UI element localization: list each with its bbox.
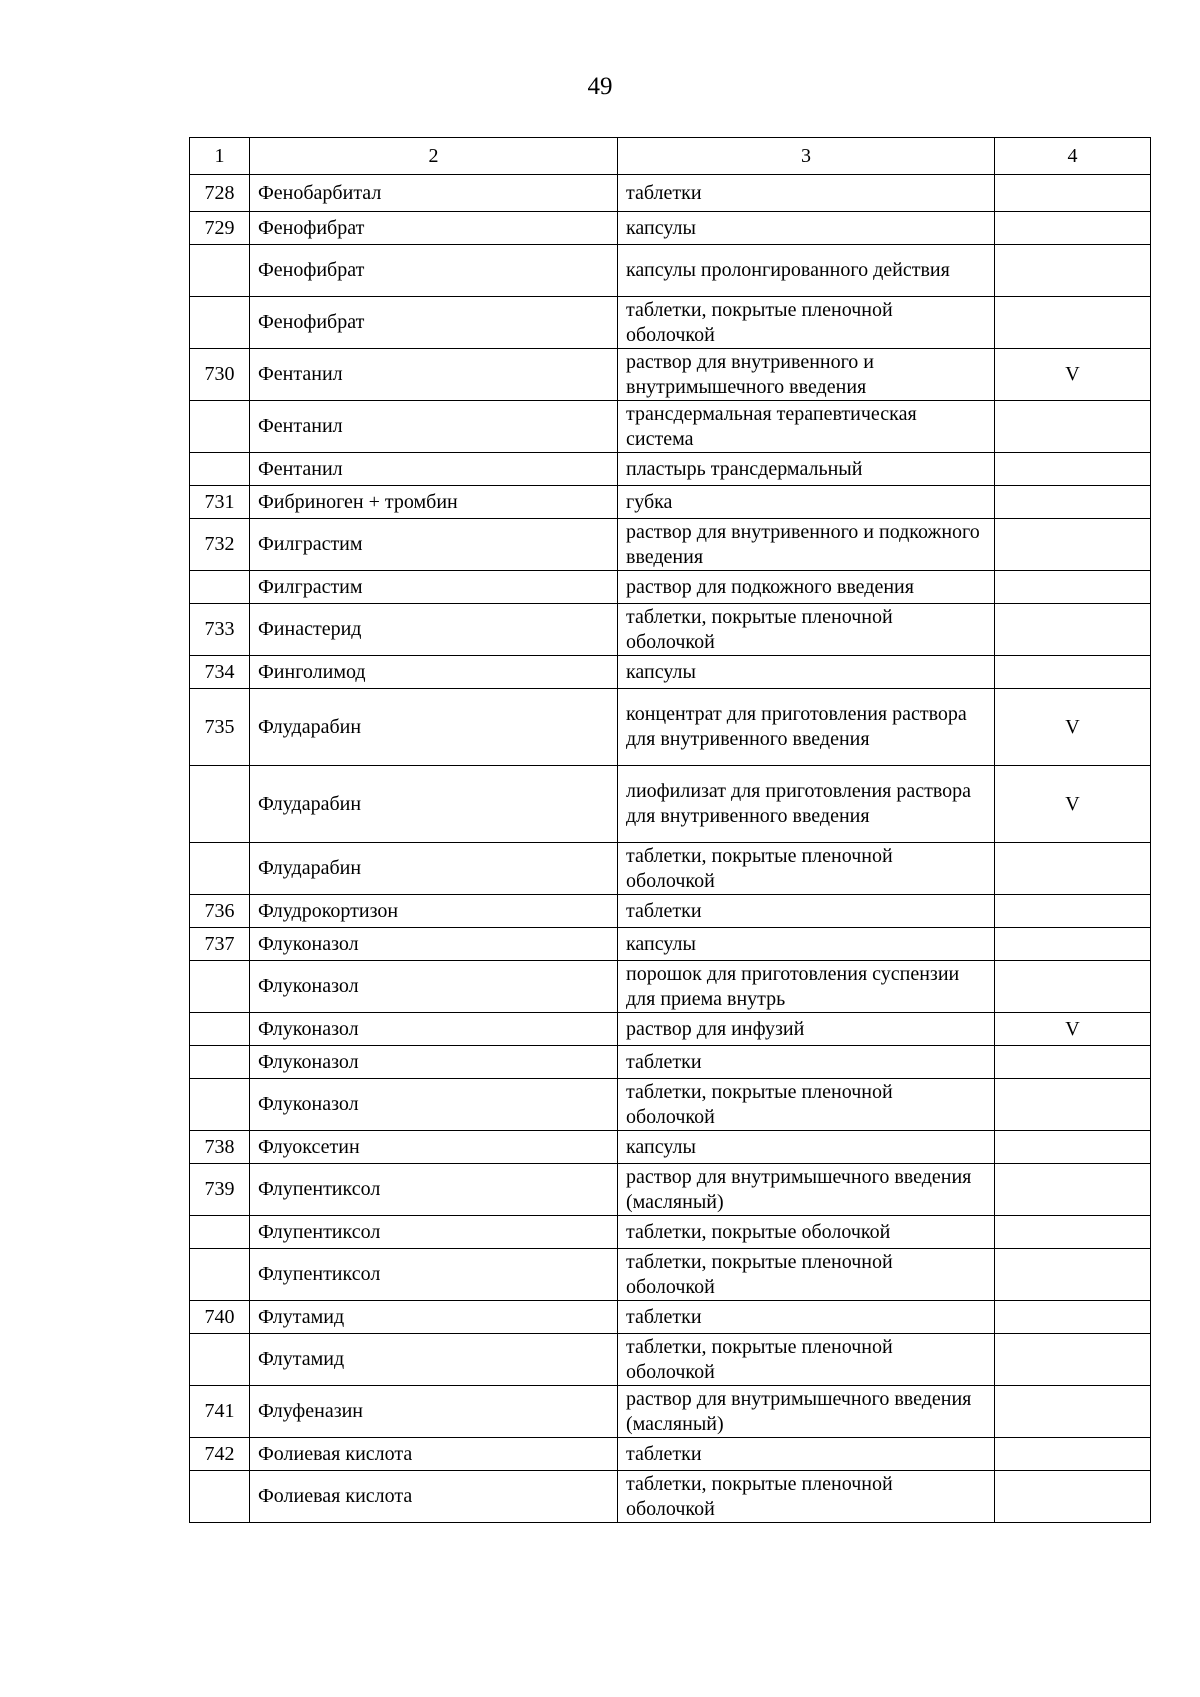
mark-cell [995, 604, 1151, 656]
row-number-cell [190, 245, 250, 297]
drug-name-cell: Фентанил [250, 453, 618, 486]
table-row [190, 766, 1151, 843]
drug-name-cell: Флуконазол [250, 961, 618, 1013]
drug-name-cell: Флударабин [250, 766, 618, 843]
row-number-cell: 736 [190, 895, 250, 928]
mark-cell [995, 401, 1151, 453]
dosage-form-cell: порошок для приготовления суспензии для приема внутрь [618, 961, 995, 1013]
header-cell-4: 4 [995, 138, 1151, 175]
table-row [190, 1013, 1151, 1046]
dosage-form-cell: таблетки [618, 175, 995, 212]
drug-name-cell: Флупентиксол [250, 1164, 618, 1216]
dosage-form-cell: раствор для внутримышечного введения (масляный) [618, 1164, 995, 1216]
row-number-cell [190, 843, 250, 895]
dosage-form-cell: таблетки [618, 1301, 995, 1334]
dosage-form-cell: капсулы [618, 656, 995, 689]
table-row [190, 656, 1151, 689]
dosage-form-cell: трансдермальная терапевтическая система [618, 401, 995, 453]
row-number-cell: 734 [190, 656, 250, 689]
mark-cell [995, 1131, 1151, 1164]
dosage-form-cell: таблетки, покрытые пленочной оболочкой [618, 1249, 995, 1301]
drug-name-cell: Фолиевая кислота [250, 1438, 618, 1471]
row-number-cell: 735 [190, 689, 250, 766]
dosage-form-cell: пластырь трансдермальный [618, 453, 995, 486]
table-row [190, 1079, 1151, 1131]
page-number: 49 [587, 73, 613, 100]
dosage-form-cell: капсулы пролонгированного действия [618, 245, 995, 297]
row-number-cell [190, 1046, 250, 1079]
table-row [190, 519, 1151, 571]
table-row [190, 1131, 1151, 1164]
dosage-form-cell: таблетки [618, 1438, 995, 1471]
table-row [190, 961, 1151, 1013]
table-row [190, 297, 1151, 349]
row-number-cell [190, 1013, 250, 1046]
drug-name-cell: Фенофибрат [250, 297, 618, 349]
table-row [190, 604, 1151, 656]
header-cell-1: 1 [190, 138, 250, 175]
mark-cell [995, 1386, 1151, 1438]
dosage-form-cell: таблетки, покрытые оболочкой [618, 1216, 995, 1249]
table-row [190, 175, 1151, 212]
dosage-form-cell: таблетки [618, 895, 995, 928]
table-row [190, 1334, 1151, 1386]
drug-name-cell: Фенофибрат [250, 212, 618, 245]
table-row [190, 349, 1151, 401]
dosage-form-cell: губка [618, 486, 995, 519]
mark-cell: V [995, 689, 1151, 766]
row-number-cell: 742 [190, 1438, 250, 1471]
dosage-form-cell: таблетки, покрытые пленочной оболочкой [618, 1334, 995, 1386]
dosage-form-cell: раствор для подкожного введения [618, 571, 995, 604]
row-number-cell: 733 [190, 604, 250, 656]
table-row [190, 1386, 1151, 1438]
dosage-form-cell: концентрат для приготовления раствора для внутривенного введения [618, 689, 995, 766]
mark-cell [995, 895, 1151, 928]
dosage-form-cell: таблетки, покрытые пленочной оболочкой [618, 1471, 995, 1523]
mark-cell [995, 297, 1151, 349]
header-cell-3: 3 [618, 138, 995, 175]
row-number-cell: 741 [190, 1386, 250, 1438]
mark-cell [995, 928, 1151, 961]
dosage-form-cell: таблетки, покрытые пленочной оболочкой [618, 843, 995, 895]
drug-name-cell: Флуконазол [250, 1079, 618, 1131]
mark-cell [995, 245, 1151, 297]
mark-cell [995, 175, 1151, 212]
drug-name-cell: Флударабин [250, 843, 618, 895]
row-number-cell: 738 [190, 1131, 250, 1164]
table-row [190, 486, 1151, 519]
mark-cell [995, 1438, 1151, 1471]
mark-cell [995, 1046, 1151, 1079]
row-number-cell [190, 1079, 250, 1131]
drug-name-cell: Флупентиксол [250, 1216, 618, 1249]
mark-cell [995, 656, 1151, 689]
row-number-cell: 739 [190, 1164, 250, 1216]
mark-cell: V [995, 349, 1151, 401]
table-row [190, 895, 1151, 928]
drug-name-cell: Фентанил [250, 401, 618, 453]
dosage-form-cell: капсулы [618, 1131, 995, 1164]
mark-cell [995, 519, 1151, 571]
table-row [190, 453, 1151, 486]
row-number-cell [190, 1334, 250, 1386]
table-row [190, 1164, 1151, 1216]
row-number-cell: 732 [190, 519, 250, 571]
mark-cell [995, 571, 1151, 604]
header-cell-2: 2 [250, 138, 618, 175]
drug-name-cell: Флутамид [250, 1301, 618, 1334]
table-row [190, 245, 1151, 297]
drug-name-cell: Фолиевая кислота [250, 1471, 618, 1523]
drug-name-cell: Флупентиксол [250, 1249, 618, 1301]
row-number-cell [190, 401, 250, 453]
dosage-form-cell: таблетки [618, 1046, 995, 1079]
drug-name-cell: Флуконазол [250, 1046, 618, 1079]
drug-name-cell: Филграстим [250, 519, 618, 571]
row-number-cell: 740 [190, 1301, 250, 1334]
mark-cell [995, 212, 1151, 245]
table-row [190, 689, 1151, 766]
mark-cell [995, 1164, 1151, 1216]
table-row [190, 212, 1151, 245]
drug-name-cell: Флударабин [250, 689, 618, 766]
drug-name-cell: Фенобарбитал [250, 175, 618, 212]
mark-cell [995, 843, 1151, 895]
dosage-form-cell: лиофилизат для приготовления раствора для внутривенного введения [618, 766, 995, 843]
dosage-form-cell: капсулы [618, 928, 995, 961]
table-row [190, 1216, 1151, 1249]
mark-cell: V [995, 1013, 1151, 1046]
table-header-row [190, 138, 1151, 175]
drug-name-cell: Филграстим [250, 571, 618, 604]
mark-cell [995, 961, 1151, 1013]
table-row [190, 571, 1151, 604]
row-number-cell [190, 1471, 250, 1523]
mark-cell [995, 1471, 1151, 1523]
mark-cell [995, 453, 1151, 486]
dosage-form-cell: раствор для внутривенного и внутримышечного введения [618, 349, 995, 401]
table-row [190, 401, 1151, 453]
drug-name-cell: Флудрокортизон [250, 895, 618, 928]
mark-cell [995, 1079, 1151, 1131]
drug-name-cell: Флуконазол [250, 928, 618, 961]
drug-name-cell: Флуконазол [250, 1013, 618, 1046]
table-row [190, 1046, 1151, 1079]
dosage-form-cell: таблетки, покрытые пленочной оболочкой [618, 297, 995, 349]
row-number-cell [190, 1249, 250, 1301]
row-number-cell: 737 [190, 928, 250, 961]
drug-name-cell: Фентанил [250, 349, 618, 401]
drug-name-cell: Флуоксетин [250, 1131, 618, 1164]
row-number-cell [190, 766, 250, 843]
dosage-form-cell: раствор для инфузий [618, 1013, 995, 1046]
table-row [190, 1249, 1151, 1301]
mark-cell [995, 1249, 1151, 1301]
mark-cell [995, 1216, 1151, 1249]
row-number-cell: 731 [190, 486, 250, 519]
mark-cell: V [995, 766, 1151, 843]
drug-name-cell: Флутамид [250, 1334, 618, 1386]
mark-cell [995, 1334, 1151, 1386]
drug-name-cell: Фибриноген + тромбин [250, 486, 618, 519]
dosage-form-cell: таблетки, покрытые пленочной оболочкой [618, 1079, 995, 1131]
table-row [190, 928, 1151, 961]
row-number-cell [190, 961, 250, 1013]
table-row [190, 1301, 1151, 1334]
row-number-cell: 729 [190, 212, 250, 245]
row-number-cell [190, 1216, 250, 1249]
dosage-form-cell: капсулы [618, 212, 995, 245]
drug-name-cell: Флуфеназин [250, 1386, 618, 1438]
row-number-cell [190, 571, 250, 604]
table-row [190, 1438, 1151, 1471]
row-number-cell: 728 [190, 175, 250, 212]
drug-name-cell: Финголимод [250, 656, 618, 689]
drug-name-cell: Фенофибрат [250, 245, 618, 297]
mark-cell [995, 1301, 1151, 1334]
row-number-cell [190, 297, 250, 349]
drug-table [189, 137, 1151, 1523]
table-row [190, 1471, 1151, 1523]
drug-name-cell: Финастерид [250, 604, 618, 656]
dosage-form-cell: таблетки, покрытые пленочной оболочкой [618, 604, 995, 656]
dosage-form-cell: раствор для внутримышечного введения (масляный) [618, 1386, 995, 1438]
row-number-cell [190, 453, 250, 486]
mark-cell [995, 486, 1151, 519]
table-row [190, 843, 1151, 895]
dosage-form-cell: раствор для внутривенного и подкожного введения [618, 519, 995, 571]
row-number-cell: 730 [190, 349, 250, 401]
